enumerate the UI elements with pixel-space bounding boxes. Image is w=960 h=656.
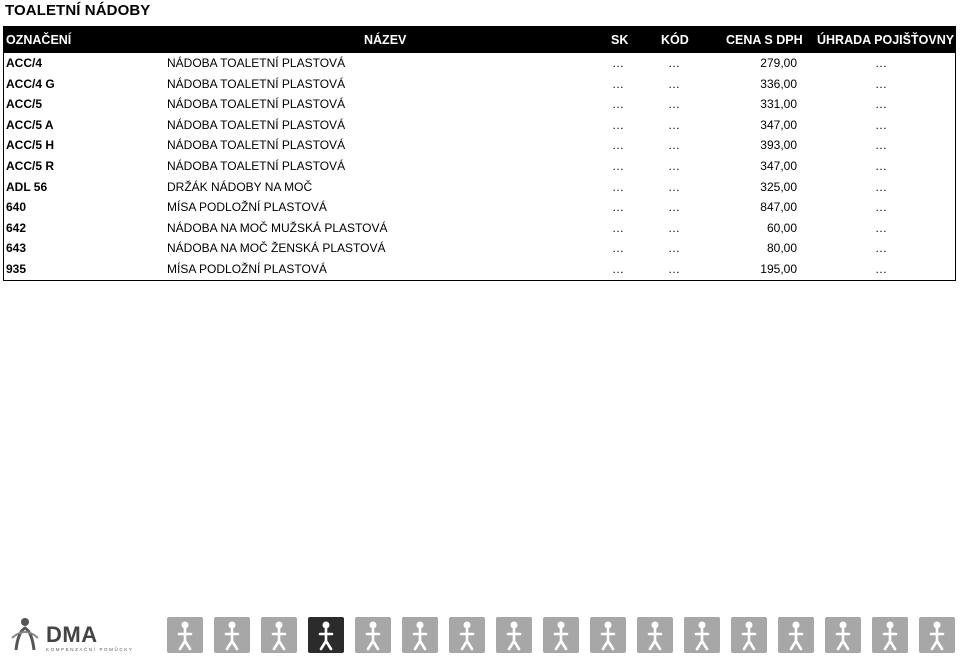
cell-code: ACC/5 R bbox=[6, 158, 55, 173]
footer bbox=[0, 608, 960, 656]
toilet-chair-icon[interactable] bbox=[308, 617, 344, 653]
cell-name: NÁDOBA TOALETNÍ PLASTOVÁ bbox=[167, 56, 346, 70]
cell-price: 336,00 bbox=[760, 76, 797, 91]
cell-name: NÁDOBA TOALETNÍ PLASTOVÁ bbox=[167, 97, 346, 112]
cell-kod: … bbox=[668, 56, 680, 70]
logo-text: DMA bbox=[46, 622, 98, 647]
shower-chair-icon[interactable] bbox=[402, 617, 438, 653]
cell-code: 935 bbox=[6, 261, 27, 276]
table-row bbox=[4, 238, 955, 259]
cell-name: NÁDOBA TOALETNÍ PLASTOVÁ bbox=[167, 158, 346, 173]
cell-insurance: … bbox=[875, 261, 887, 276]
electric-wheelchair-icon[interactable] bbox=[731, 617, 767, 653]
cell-sk: … bbox=[612, 200, 624, 215]
logo-mark-icon bbox=[8, 616, 42, 652]
cell-name: NÁDOBA NA MOČ MUŽSKÁ PLASTOVÁ bbox=[167, 220, 388, 235]
cell-price: 279,00 bbox=[760, 56, 797, 70]
cell-sk: … bbox=[612, 241, 624, 256]
cell-price: 847,00 bbox=[760, 200, 797, 215]
bath-board-icon[interactable] bbox=[543, 617, 579, 653]
table-row bbox=[4, 115, 955, 136]
cell-kod: … bbox=[668, 76, 680, 91]
table-row bbox=[4, 74, 955, 95]
walking-frame-icon[interactable] bbox=[214, 617, 250, 653]
cell-price: 347,00 bbox=[760, 117, 797, 132]
cell-sk: … bbox=[612, 158, 624, 173]
cell-code: ACC/5 bbox=[6, 97, 43, 112]
table-row bbox=[4, 135, 955, 156]
cell-insurance: … bbox=[875, 76, 887, 91]
cell-name: NÁDOBA NA MOČ ŽENSKÁ PLASTOVÁ bbox=[167, 241, 386, 256]
dma-logo bbox=[8, 614, 134, 654]
wheelchair-icon[interactable] bbox=[637, 617, 673, 653]
table-body bbox=[4, 53, 955, 280]
walking-cane-icon[interactable] bbox=[167, 617, 203, 653]
cell-insurance: … bbox=[875, 117, 887, 132]
cell-insurance: … bbox=[875, 200, 887, 215]
price-table bbox=[3, 26, 956, 281]
cell-insurance: … bbox=[875, 56, 887, 70]
sport-wheelchair-icon[interactable] bbox=[684, 617, 720, 653]
header-price: CENA S DPH bbox=[726, 33, 803, 47]
cell-name: NÁDOBA TOALETNÍ PLASTOVÁ bbox=[167, 117, 346, 132]
cell-name: MÍSA PODLOŽNÍ PLASTOVÁ bbox=[167, 200, 327, 215]
cell-sk: … bbox=[612, 261, 624, 276]
cell-insurance: … bbox=[875, 97, 887, 112]
cell-kod: … bbox=[668, 138, 680, 153]
cell-code: ACC/5 A bbox=[6, 117, 54, 132]
cell-sk: … bbox=[612, 179, 624, 194]
cell-sk: … bbox=[612, 138, 624, 153]
cell-kod: … bbox=[668, 158, 680, 173]
bath-lift-icon[interactable] bbox=[496, 617, 532, 653]
cell-price: 60,00 bbox=[766, 220, 797, 235]
cell-name: NÁDOBA TOALETNÍ PLASTOVÁ bbox=[167, 76, 346, 91]
cell-sk: … bbox=[612, 56, 624, 70]
table-row bbox=[4, 53, 955, 74]
bath-seat-icon[interactable] bbox=[355, 617, 391, 653]
cell-kod: … bbox=[668, 117, 680, 132]
shower-icon[interactable] bbox=[449, 617, 485, 653]
logo-subtitle: KOMPENZAČNÍ POMŮCKY bbox=[46, 647, 134, 652]
cell-insurance: … bbox=[875, 241, 887, 256]
header-code: OZNAČENÍ bbox=[6, 33, 72, 47]
cell-price: 80,00 bbox=[766, 241, 797, 256]
cell-code: ACC/4 bbox=[6, 56, 43, 70]
cell-insurance: … bbox=[875, 158, 887, 173]
cell-code: ADL 56 bbox=[6, 179, 48, 194]
cell-insurance: … bbox=[875, 179, 887, 194]
cell-kod: … bbox=[668, 220, 680, 235]
cell-insurance: … bbox=[875, 220, 887, 235]
cell-sk: … bbox=[612, 76, 624, 91]
cell-code: ACC/5 H bbox=[6, 138, 55, 153]
cell-sk: … bbox=[612, 117, 624, 132]
cell-kod: … bbox=[668, 261, 680, 276]
scooter-icon[interactable] bbox=[778, 617, 814, 653]
cell-kod: … bbox=[668, 200, 680, 215]
cell-name: DRŽÁK NÁDOBY NA MOČ bbox=[167, 179, 313, 194]
cell-kod: … bbox=[668, 97, 680, 112]
cell-code: 642 bbox=[6, 220, 27, 235]
cell-sk: … bbox=[612, 220, 624, 235]
cell-price: 325,00 bbox=[760, 179, 797, 194]
table-row bbox=[4, 197, 955, 218]
cell-price: 331,00 bbox=[760, 97, 797, 112]
table-row bbox=[4, 218, 955, 239]
header-insurance: ÚHRADA POJIŠŤOVNY bbox=[817, 33, 955, 47]
table-row bbox=[4, 259, 955, 280]
header-kod: KÓD bbox=[661, 33, 689, 47]
patient-lift-icon[interactable] bbox=[825, 617, 861, 653]
cell-price: 195,00 bbox=[760, 261, 797, 276]
cell-sk: … bbox=[612, 97, 624, 112]
cell-kod: … bbox=[668, 241, 680, 256]
cell-price: 347,00 bbox=[760, 158, 797, 173]
care-bed-icon[interactable] bbox=[590, 617, 626, 653]
cell-price: 393,00 bbox=[760, 138, 797, 153]
cell-kod: … bbox=[668, 179, 680, 194]
cell-name: NÁDOBA TOALETNÍ PLASTOVÁ bbox=[167, 138, 346, 153]
page-title: TOALETNÍ NÁDOBY bbox=[5, 2, 151, 19]
cell-insurance: … bbox=[875, 138, 887, 153]
cell-code: ACC/4 G bbox=[6, 76, 55, 91]
header-sk: SK bbox=[611, 33, 629, 47]
ramp-icon[interactable] bbox=[872, 617, 908, 653]
cell-code: 640 bbox=[6, 200, 27, 215]
table-row bbox=[4, 94, 955, 115]
rollator-icon[interactable] bbox=[261, 617, 297, 653]
cell-name: MÍSA PODLOŽNÍ PLASTOVÁ bbox=[167, 261, 327, 276]
table-row bbox=[4, 156, 955, 177]
other-aids-icon[interactable] bbox=[919, 617, 955, 653]
header-name: NÁZEV bbox=[364, 33, 407, 47]
cell-code: 643 bbox=[6, 241, 27, 256]
table-row bbox=[4, 177, 955, 198]
table-header bbox=[4, 27, 955, 53]
